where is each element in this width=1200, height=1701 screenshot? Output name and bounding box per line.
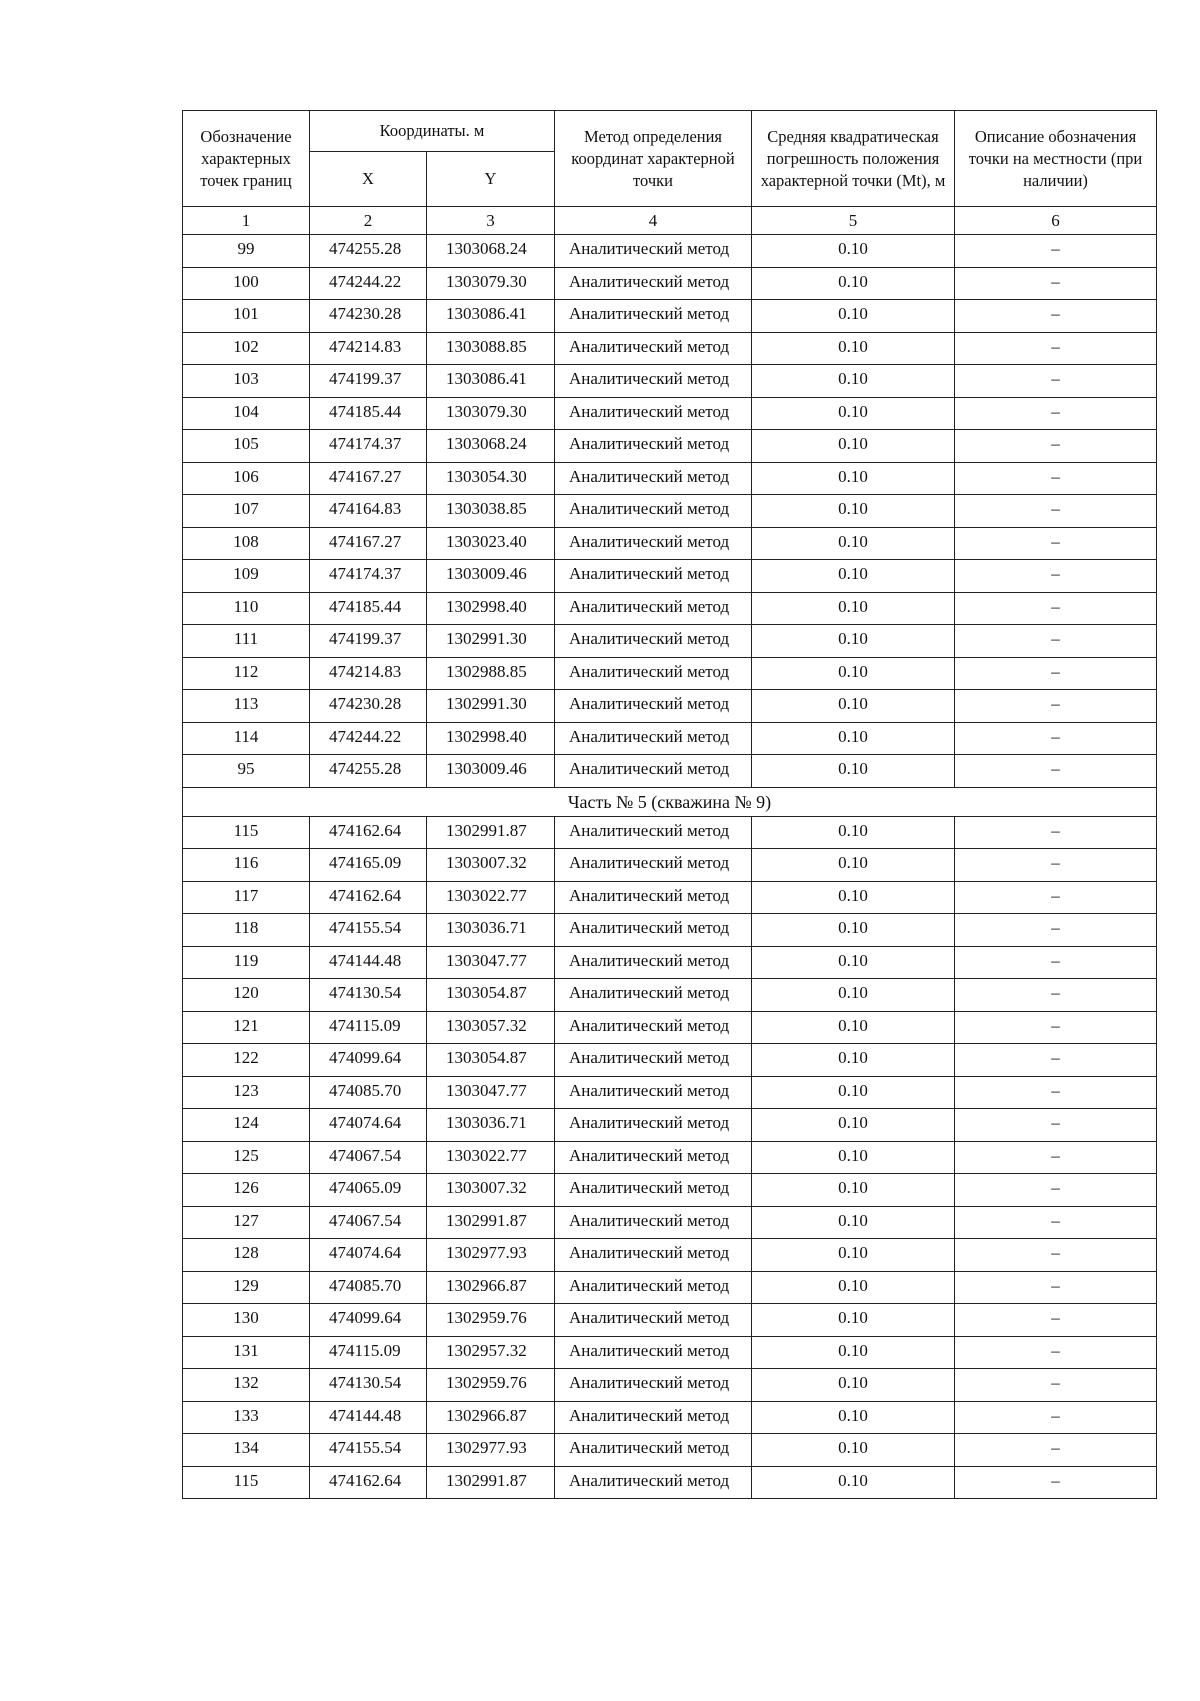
x-cell: 474230.28 xyxy=(310,300,427,333)
description-cell: – xyxy=(955,235,1157,268)
x-cell: 474162.64 xyxy=(310,816,427,849)
table-row xyxy=(183,560,1157,593)
table-row xyxy=(183,1044,1157,1077)
method-cell: Аналитический метод xyxy=(555,592,752,625)
x-cell: 474130.54 xyxy=(310,1369,427,1402)
description-cell: – xyxy=(955,1141,1157,1174)
column-number: 1 xyxy=(183,207,310,235)
method-cell: Аналитический метод xyxy=(555,267,752,300)
method-cell: Аналитический метод xyxy=(555,816,752,849)
point-id-cell: 99 xyxy=(183,235,310,268)
error-cell: 0.10 xyxy=(752,235,955,268)
point-id-cell: 124 xyxy=(183,1109,310,1142)
method-cell: Аналитический метод xyxy=(555,1239,752,1272)
x-cell: 474144.48 xyxy=(310,1401,427,1434)
table-row xyxy=(183,1174,1157,1207)
method-cell: Аналитический метод xyxy=(555,1109,752,1142)
method-cell: Аналитический метод xyxy=(555,1271,752,1304)
table-row xyxy=(183,657,1157,690)
error-cell: 0.10 xyxy=(752,1304,955,1337)
point-id-cell: 114 xyxy=(183,722,310,755)
header-mean-error: Средняя квадратическая погрешность положения характерной точки (Mt), м xyxy=(752,111,955,207)
point-id-cell: 132 xyxy=(183,1369,310,1402)
table-row xyxy=(183,1141,1157,1174)
y-cell: 1303023.40 xyxy=(427,527,555,560)
error-cell: 0.10 xyxy=(752,946,955,979)
table-row xyxy=(183,430,1157,463)
table-row xyxy=(183,881,1157,914)
rows-section-a xyxy=(183,235,1157,788)
description-cell: – xyxy=(955,1271,1157,1304)
y-cell: 1303009.46 xyxy=(427,560,555,593)
error-cell: 0.10 xyxy=(752,625,955,658)
description-cell: – xyxy=(955,1466,1157,1499)
error-cell: 0.10 xyxy=(752,1011,955,1044)
point-id-cell: 101 xyxy=(183,300,310,333)
x-cell: 474167.27 xyxy=(310,527,427,560)
method-cell: Аналитический метод xyxy=(555,946,752,979)
x-cell: 474067.54 xyxy=(310,1206,427,1239)
header-point-designation: Обозначение характерных точек границ xyxy=(183,111,310,207)
point-id-cell: 123 xyxy=(183,1076,310,1109)
method-cell: Аналитический метод xyxy=(555,430,752,463)
x-cell: 474074.64 xyxy=(310,1109,427,1142)
x-cell: 474155.54 xyxy=(310,914,427,947)
description-cell: – xyxy=(955,690,1157,723)
point-id-cell: 100 xyxy=(183,267,310,300)
x-cell: 474255.28 xyxy=(310,755,427,788)
description-cell: – xyxy=(955,1401,1157,1434)
y-cell: 1302988.85 xyxy=(427,657,555,690)
error-cell: 0.10 xyxy=(752,849,955,882)
method-cell: Аналитический метод xyxy=(555,527,752,560)
error-cell: 0.10 xyxy=(752,592,955,625)
method-cell: Аналитический метод xyxy=(555,1044,752,1077)
method-cell: Аналитический метод xyxy=(555,881,752,914)
y-cell: 1303079.30 xyxy=(427,397,555,430)
method-cell: Аналитический метод xyxy=(555,1401,752,1434)
rows-section-b xyxy=(183,816,1157,1499)
error-cell: 0.10 xyxy=(752,914,955,947)
table-row xyxy=(183,1011,1157,1044)
method-cell: Аналитический метод xyxy=(555,690,752,723)
error-cell: 0.10 xyxy=(752,365,955,398)
table-row xyxy=(183,849,1157,882)
point-id-cell: 122 xyxy=(183,1044,310,1077)
error-cell: 0.10 xyxy=(752,560,955,593)
error-cell: 0.10 xyxy=(752,397,955,430)
error-cell: 0.10 xyxy=(752,657,955,690)
error-cell: 0.10 xyxy=(752,1336,955,1369)
y-cell: 1303036.71 xyxy=(427,914,555,947)
point-id-cell: 127 xyxy=(183,1206,310,1239)
error-cell: 0.10 xyxy=(752,1369,955,1402)
column-number: 2 xyxy=(310,207,427,235)
method-cell: Аналитический метод xyxy=(555,495,752,528)
point-id-cell: 105 xyxy=(183,430,310,463)
method-cell: Аналитический метод xyxy=(555,560,752,593)
description-cell: – xyxy=(955,946,1157,979)
description-cell: – xyxy=(955,849,1157,882)
y-cell: 1303047.77 xyxy=(427,1076,555,1109)
y-cell: 1303068.24 xyxy=(427,430,555,463)
error-cell: 0.10 xyxy=(752,881,955,914)
x-cell: 474199.37 xyxy=(310,365,427,398)
description-cell: – xyxy=(955,560,1157,593)
error-cell: 0.10 xyxy=(752,1109,955,1142)
y-cell: 1302991.87 xyxy=(427,1206,555,1239)
x-cell: 474155.54 xyxy=(310,1434,427,1467)
y-cell: 1303068.24 xyxy=(427,235,555,268)
point-id-cell: 130 xyxy=(183,1304,310,1337)
method-cell: Аналитический метод xyxy=(555,1434,752,1467)
method-cell: Аналитический метод xyxy=(555,1304,752,1337)
table-row xyxy=(183,300,1157,333)
column-number: 3 xyxy=(427,207,555,235)
x-cell: 474214.83 xyxy=(310,332,427,365)
table-row xyxy=(183,1369,1157,1402)
x-cell: 474174.37 xyxy=(310,560,427,593)
error-cell: 0.10 xyxy=(752,755,955,788)
point-id-cell: 134 xyxy=(183,1434,310,1467)
description-cell: – xyxy=(955,722,1157,755)
coordinates-sheet xyxy=(182,110,1156,1499)
table-row xyxy=(183,1206,1157,1239)
x-cell: 474164.83 xyxy=(310,495,427,528)
point-id-cell: 106 xyxy=(183,462,310,495)
method-cell: Аналитический метод xyxy=(555,300,752,333)
point-id-cell: 95 xyxy=(183,755,310,788)
x-cell: 474085.70 xyxy=(310,1271,427,1304)
description-cell: – xyxy=(955,267,1157,300)
y-cell: 1302998.40 xyxy=(427,592,555,625)
table-row xyxy=(183,235,1157,268)
error-cell: 0.10 xyxy=(752,267,955,300)
point-id-cell: 129 xyxy=(183,1271,310,1304)
error-cell: 0.10 xyxy=(752,430,955,463)
table-row xyxy=(183,979,1157,1012)
description-cell: – xyxy=(955,1369,1157,1402)
table-row xyxy=(183,332,1157,365)
x-cell: 474115.09 xyxy=(310,1011,427,1044)
y-cell: 1302959.76 xyxy=(427,1304,555,1337)
y-cell: 1303054.87 xyxy=(427,1044,555,1077)
method-cell: Аналитический метод xyxy=(555,1141,752,1174)
point-id-cell: 126 xyxy=(183,1174,310,1207)
point-id-cell: 104 xyxy=(183,397,310,430)
description-cell: – xyxy=(955,881,1157,914)
method-cell: Аналитический метод xyxy=(555,979,752,1012)
description-cell: – xyxy=(955,755,1157,788)
point-id-cell: 102 xyxy=(183,332,310,365)
table-row xyxy=(183,690,1157,723)
table-row xyxy=(183,1076,1157,1109)
method-cell: Аналитический метод xyxy=(555,462,752,495)
table-row xyxy=(183,1434,1157,1467)
table-row xyxy=(183,914,1157,947)
y-cell: 1303036.71 xyxy=(427,1109,555,1142)
description-cell: – xyxy=(955,914,1157,947)
x-cell: 474244.22 xyxy=(310,267,427,300)
header-y: Y xyxy=(427,152,555,207)
x-cell: 474067.54 xyxy=(310,1141,427,1174)
table-row xyxy=(183,527,1157,560)
table-row xyxy=(183,267,1157,300)
error-cell: 0.10 xyxy=(752,816,955,849)
x-cell: 474085.70 xyxy=(310,1076,427,1109)
description-cell: – xyxy=(955,657,1157,690)
error-cell: 0.10 xyxy=(752,527,955,560)
error-cell: 0.10 xyxy=(752,1466,955,1499)
y-cell: 1302991.30 xyxy=(427,625,555,658)
method-cell: Аналитический метод xyxy=(555,1011,752,1044)
description-cell: – xyxy=(955,1336,1157,1369)
y-cell: 1302991.30 xyxy=(427,690,555,723)
x-cell: 474185.44 xyxy=(310,592,427,625)
table-row xyxy=(183,1239,1157,1272)
y-cell: 1302998.40 xyxy=(427,722,555,755)
part-title-row xyxy=(183,787,1157,816)
point-id-cell: 103 xyxy=(183,365,310,398)
description-cell: – xyxy=(955,527,1157,560)
error-cell: 0.10 xyxy=(752,1271,955,1304)
point-id-cell: 107 xyxy=(183,495,310,528)
table-row xyxy=(183,397,1157,430)
description-cell: – xyxy=(955,979,1157,1012)
error-cell: 0.10 xyxy=(752,1076,955,1109)
description-cell: – xyxy=(955,1304,1157,1337)
error-cell: 0.10 xyxy=(752,722,955,755)
y-cell: 1302966.87 xyxy=(427,1401,555,1434)
column-number: 5 xyxy=(752,207,955,235)
table-row xyxy=(183,755,1157,788)
method-cell: Аналитический метод xyxy=(555,1369,752,1402)
x-cell: 474144.48 xyxy=(310,946,427,979)
method-cell: Аналитический метод xyxy=(555,657,752,690)
x-cell: 474074.64 xyxy=(310,1239,427,1272)
error-cell: 0.10 xyxy=(752,1434,955,1467)
y-cell: 1303057.32 xyxy=(427,1011,555,1044)
column-number-row xyxy=(183,207,1157,235)
table-row xyxy=(183,816,1157,849)
point-id-cell: 119 xyxy=(183,946,310,979)
description-cell: – xyxy=(955,300,1157,333)
y-cell: 1303007.32 xyxy=(427,849,555,882)
method-cell: Аналитический метод xyxy=(555,332,752,365)
y-cell: 1303022.77 xyxy=(427,1141,555,1174)
y-cell: 1303007.32 xyxy=(427,1174,555,1207)
x-cell: 474174.37 xyxy=(310,430,427,463)
method-cell: Аналитический метод xyxy=(555,1076,752,1109)
error-cell: 0.10 xyxy=(752,690,955,723)
table-row xyxy=(183,946,1157,979)
x-cell: 474065.09 xyxy=(310,1174,427,1207)
point-id-cell: 115 xyxy=(183,1466,310,1499)
y-cell: 1302977.93 xyxy=(427,1239,555,1272)
error-cell: 0.10 xyxy=(752,300,955,333)
method-cell: Аналитический метод xyxy=(555,1206,752,1239)
point-id-cell: 133 xyxy=(183,1401,310,1434)
description-cell: – xyxy=(955,397,1157,430)
y-cell: 1302959.76 xyxy=(427,1369,555,1402)
x-cell: 474244.22 xyxy=(310,722,427,755)
y-cell: 1303038.85 xyxy=(427,495,555,528)
description-cell: – xyxy=(955,1076,1157,1109)
description-cell: – xyxy=(955,1011,1157,1044)
description-cell: – xyxy=(955,1206,1157,1239)
x-cell: 474214.83 xyxy=(310,657,427,690)
description-cell: – xyxy=(955,592,1157,625)
point-id-cell: 113 xyxy=(183,690,310,723)
part-section xyxy=(183,787,1157,816)
description-cell: – xyxy=(955,332,1157,365)
y-cell: 1303054.87 xyxy=(427,979,555,1012)
table-row xyxy=(183,462,1157,495)
error-cell: 0.10 xyxy=(752,1174,955,1207)
x-cell: 474165.09 xyxy=(310,849,427,882)
method-cell: Аналитический метод xyxy=(555,1336,752,1369)
description-cell: – xyxy=(955,1044,1157,1077)
description-cell: – xyxy=(955,1109,1157,1142)
y-cell: 1302977.93 xyxy=(427,1434,555,1467)
point-id-cell: 108 xyxy=(183,527,310,560)
header-method: Метод определения координат характерной точки xyxy=(555,111,752,207)
y-cell: 1303047.77 xyxy=(427,946,555,979)
point-id-cell: 128 xyxy=(183,1239,310,1272)
description-cell: – xyxy=(955,430,1157,463)
point-id-cell: 131 xyxy=(183,1336,310,1369)
description-cell: – xyxy=(955,495,1157,528)
header-description: Описание обозначения точки на местности (при наличии) xyxy=(955,111,1157,207)
error-cell: 0.10 xyxy=(752,979,955,1012)
part-title: Часть № 5 (скважина № 9) xyxy=(183,787,1157,816)
x-cell: 474162.64 xyxy=(310,881,427,914)
error-cell: 0.10 xyxy=(752,462,955,495)
method-cell: Аналитический метод xyxy=(555,755,752,788)
description-cell: – xyxy=(955,1239,1157,1272)
table-row xyxy=(183,1336,1157,1369)
y-cell: 1303088.85 xyxy=(427,332,555,365)
x-cell: 474230.28 xyxy=(310,690,427,723)
x-cell: 474099.64 xyxy=(310,1044,427,1077)
table-row xyxy=(183,1304,1157,1337)
x-cell: 474185.44 xyxy=(310,397,427,430)
point-id-cell: 116 xyxy=(183,849,310,882)
point-id-cell: 120 xyxy=(183,979,310,1012)
y-cell: 1302966.87 xyxy=(427,1271,555,1304)
x-cell: 474099.64 xyxy=(310,1304,427,1337)
header-coordinates: Координаты. м xyxy=(310,111,555,152)
header-x: X xyxy=(310,152,427,207)
y-cell: 1303022.77 xyxy=(427,881,555,914)
point-id-cell: 110 xyxy=(183,592,310,625)
point-id-cell: 125 xyxy=(183,1141,310,1174)
description-cell: – xyxy=(955,365,1157,398)
x-cell: 474162.64 xyxy=(310,1466,427,1499)
description-cell: – xyxy=(955,816,1157,849)
table-row xyxy=(183,592,1157,625)
header-row-1 xyxy=(183,111,1157,152)
x-cell: 474130.54 xyxy=(310,979,427,1012)
description-cell: – xyxy=(955,1174,1157,1207)
error-cell: 0.10 xyxy=(752,1141,955,1174)
point-id-cell: 111 xyxy=(183,625,310,658)
table-row xyxy=(183,1466,1157,1499)
column-number: 6 xyxy=(955,207,1157,235)
point-id-cell: 115 xyxy=(183,816,310,849)
method-cell: Аналитический метод xyxy=(555,849,752,882)
point-id-cell: 121 xyxy=(183,1011,310,1044)
table-row xyxy=(183,625,1157,658)
y-cell: 1303009.46 xyxy=(427,755,555,788)
x-cell: 474199.37 xyxy=(310,625,427,658)
method-cell: Аналитический метод xyxy=(555,235,752,268)
y-cell: 1303054.30 xyxy=(427,462,555,495)
table-row xyxy=(183,495,1157,528)
description-cell: – xyxy=(955,1434,1157,1467)
error-cell: 0.10 xyxy=(752,1206,955,1239)
table-row xyxy=(183,722,1157,755)
error-cell: 0.10 xyxy=(752,1401,955,1434)
point-id-cell: 112 xyxy=(183,657,310,690)
method-cell: Аналитический метод xyxy=(555,1466,752,1499)
method-cell: Аналитический метод xyxy=(555,722,752,755)
x-cell: 474167.27 xyxy=(310,462,427,495)
point-id-cell: 109 xyxy=(183,560,310,593)
error-cell: 0.10 xyxy=(752,495,955,528)
point-id-cell: 117 xyxy=(183,881,310,914)
boundary-points-table xyxy=(182,110,1157,1499)
error-cell: 0.10 xyxy=(752,1044,955,1077)
description-cell: – xyxy=(955,625,1157,658)
method-cell: Аналитический метод xyxy=(555,625,752,658)
y-cell: 1302991.87 xyxy=(427,1466,555,1499)
y-cell: 1303086.41 xyxy=(427,300,555,333)
x-cell: 474255.28 xyxy=(310,235,427,268)
y-cell: 1302957.32 xyxy=(427,1336,555,1369)
table-row xyxy=(183,365,1157,398)
column-number: 4 xyxy=(555,207,752,235)
y-cell: 1302991.87 xyxy=(427,816,555,849)
x-cell: 474115.09 xyxy=(310,1336,427,1369)
description-cell: – xyxy=(955,462,1157,495)
method-cell: Аналитический метод xyxy=(555,397,752,430)
y-cell: 1303086.41 xyxy=(427,365,555,398)
table-row xyxy=(183,1271,1157,1304)
point-id-cell: 118 xyxy=(183,914,310,947)
table-row xyxy=(183,1109,1157,1142)
method-cell: Аналитический метод xyxy=(555,365,752,398)
error-cell: 0.10 xyxy=(752,332,955,365)
method-cell: Аналитический метод xyxy=(555,1174,752,1207)
y-cell: 1303079.30 xyxy=(427,267,555,300)
error-cell: 0.10 xyxy=(752,1239,955,1272)
method-cell: Аналитический метод xyxy=(555,914,752,947)
table-row xyxy=(183,1401,1157,1434)
